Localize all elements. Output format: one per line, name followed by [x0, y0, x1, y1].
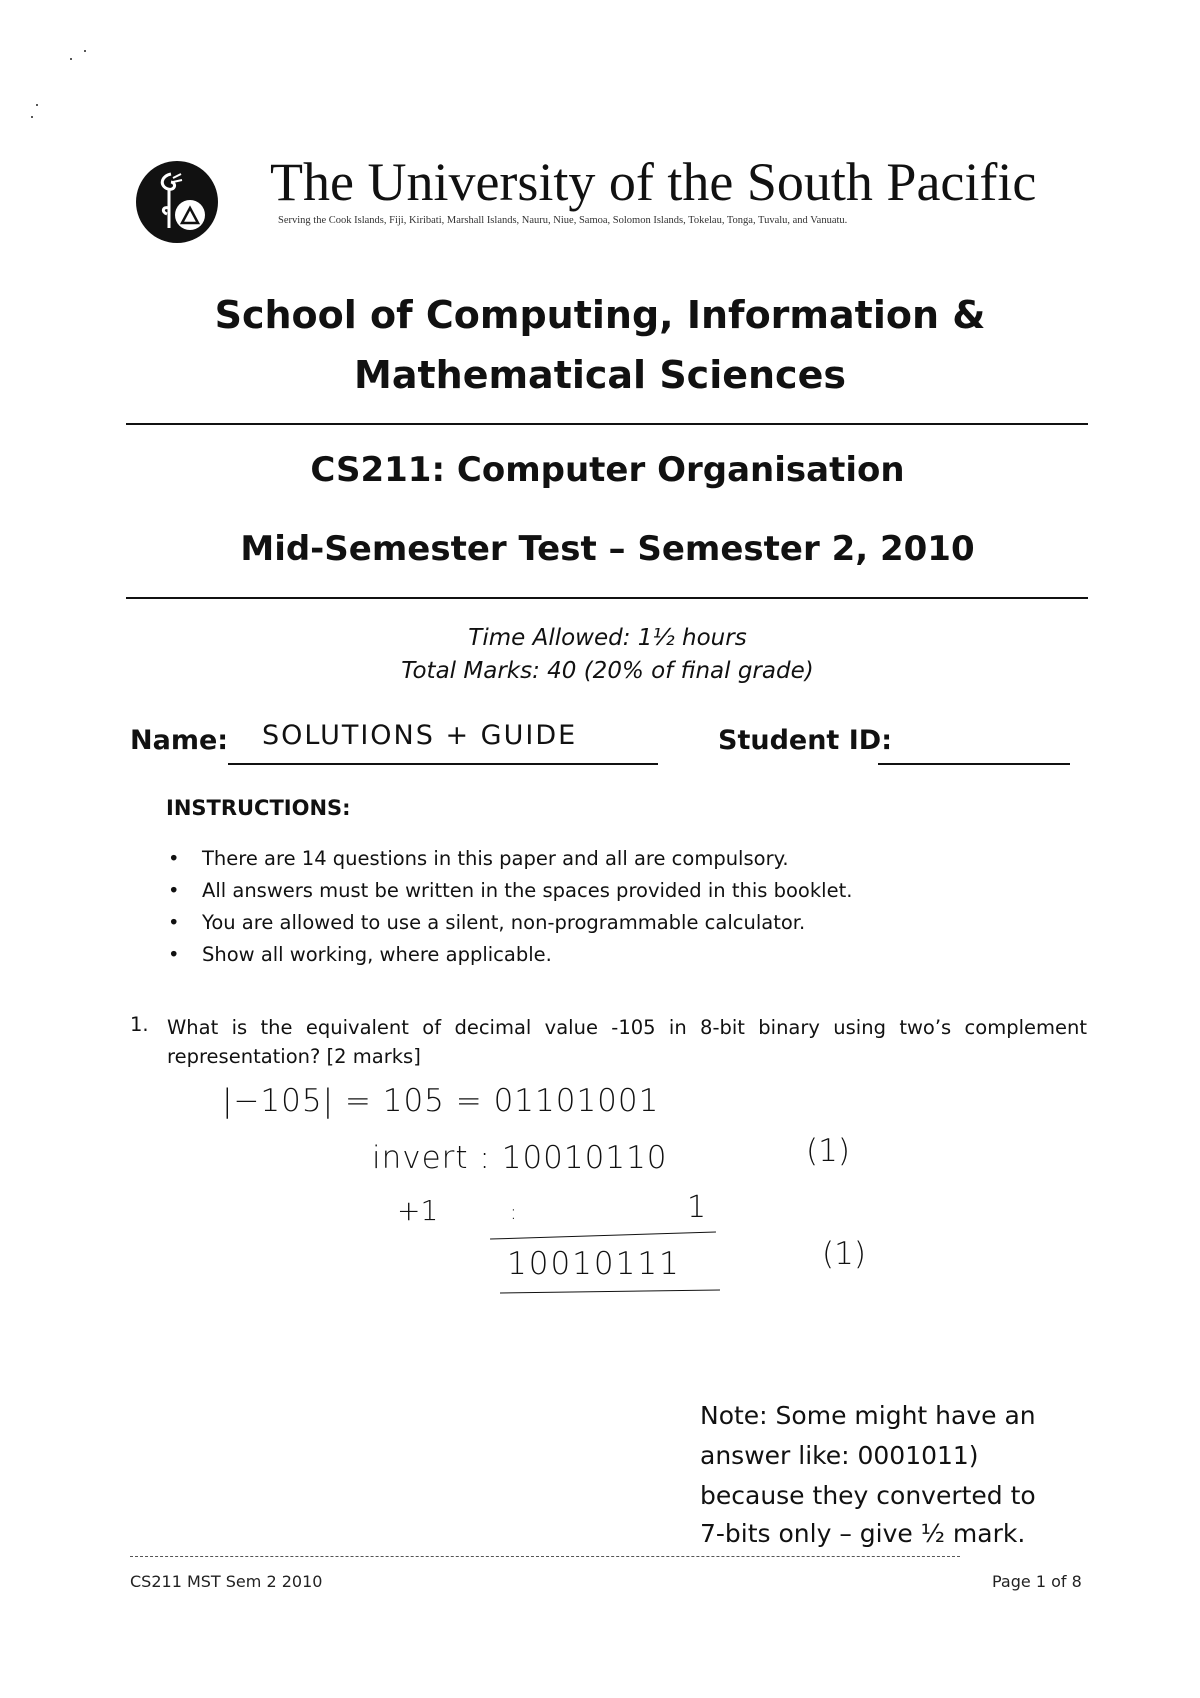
marker-note-line: Note: Some might have an	[700, 1401, 1036, 1430]
course-title: CS211: Computer Organisation	[310, 450, 905, 490]
handwritten-mark-1: (1)	[806, 1133, 850, 1169]
exam-info	[0, 622, 1200, 688]
marker-note-line: because they converted to	[700, 1481, 1036, 1510]
total-marks: Total Marks: 40 (20% of final grade)	[401, 658, 814, 684]
scan-speck	[70, 58, 72, 60]
instructions-list	[166, 843, 852, 971]
school-name-line1: School of Computing, Information &	[214, 293, 986, 337]
instruction-item: • Show all working, where applicable.	[166, 939, 852, 971]
scan-speck	[31, 116, 33, 118]
instruction-item: • There are 14 questions in this paper and all are compulsory.	[166, 843, 852, 875]
footer-course-code: CS211 MST Sem 2 2010	[130, 1572, 323, 1591]
student-id-label: Student ID:	[718, 725, 892, 756]
bullet-icon: •	[168, 911, 180, 934]
school-name-line2: Mathematical Sciences	[354, 353, 846, 397]
school-name	[0, 285, 1200, 405]
instruction-item: • All answers must be written in the spaces provided in this booklet.	[166, 875, 852, 907]
handwritten-mark-2: (1)	[822, 1236, 866, 1272]
student-id-field	[878, 763, 1070, 765]
footer-divider	[130, 1556, 960, 1557]
bullet-icon: •	[168, 879, 180, 902]
handwritten-step-3-value: 1	[687, 1190, 707, 1225]
instruction-item: • You are allowed to use a silent, non-programmable calculator.	[166, 907, 852, 939]
question-text: What is the equivalent of decimal value -105 in 8-bit binary using two’s complement representation? [2 marks]	[167, 1016, 1087, 1068]
marker-note-line: answer like: 0001011)	[700, 1441, 979, 1470]
university-subtitle: Serving the Cook Islands, Fiji, Kiribati, Marshall Islands, Nauru, Niue, Samoa, Solomon Islands, Tokelau, Tonga, Tuvalu, and Vanuatu.	[278, 215, 848, 226]
name-handwritten-value: SOLUTIONS + GUIDE	[262, 720, 578, 751]
bullet-icon: •	[168, 847, 180, 870]
handwritten-step-3: +1	[397, 1194, 439, 1227]
university-name: The University of the South Pacific	[270, 152, 1037, 212]
divider-top	[126, 423, 1088, 425]
handwritten-result: 10010111	[507, 1246, 681, 1282]
handwritten-step-3-colon: :	[510, 1200, 517, 1224]
marker-note-line: 7-bits only – give ½ mark.	[700, 1519, 1026, 1548]
question-number: 1.	[130, 1013, 149, 1036]
handwritten-step-2: invert : 10010110	[372, 1140, 668, 1176]
handwritten-result-underline	[500, 1289, 720, 1293]
university-logo	[135, 160, 219, 244]
name-label: Name:	[130, 725, 229, 756]
instructions-heading: INSTRUCTIONS:	[166, 796, 351, 820]
handwritten-sum-line	[490, 1231, 716, 1239]
scan-speck	[84, 50, 86, 52]
time-allowed: Time Allowed: 1½ hours	[468, 625, 747, 651]
test-title: Mid-Semester Test – Semester 2, 2010	[240, 529, 975, 569]
name-underline	[228, 763, 658, 765]
divider-bottom	[126, 597, 1088, 599]
page-number: Page 1 of 8	[992, 1572, 1082, 1591]
scan-speck	[36, 104, 38, 106]
bullet-icon: •	[168, 943, 180, 966]
handwritten-step-1: |−105| = 105 = 01101001	[222, 1083, 660, 1119]
